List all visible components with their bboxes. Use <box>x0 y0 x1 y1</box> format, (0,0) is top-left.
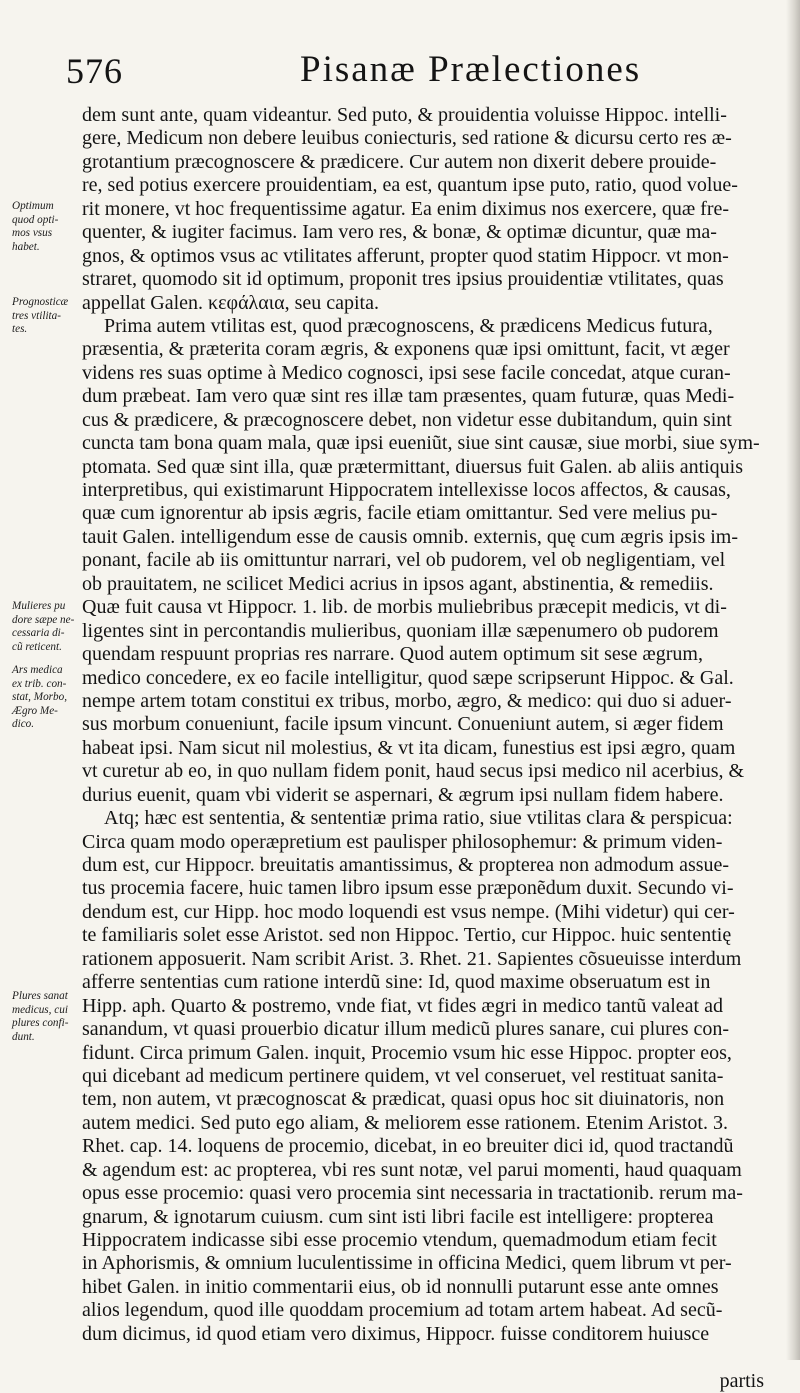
text-line: videns res suas optime à Medico cognosci, ipsi sese facile concedat, atque curan- <box>82 361 731 384</box>
text-line: quendam respuunt proprias res narrare. Quod autem optimum sit sese ægrum, <box>82 643 703 666</box>
text-line: præsentia, & præterita coram ægris, & exponens quæ ipsi omittunt, facit, vt æger <box>82 338 730 361</box>
text-line: straret, quomodo sit id optimum, proponit tres ipsius prouidentiæ vtilitates, quas <box>82 268 724 291</box>
text-line: nempe artem totam constitui ex tribus, morbo, ægro, & medico: qui duo si aduer- <box>82 689 732 712</box>
margin-note-line: dico. <box>12 718 35 731</box>
margin-note-line: dunt. <box>12 1030 35 1043</box>
text-line: alios legendum, quod ille quoddam procemium ad totam artem habeat. Ad secũ- <box>82 1299 723 1322</box>
page-edge-shadow <box>786 0 800 1360</box>
margin-note-line: Prognosticæ <box>12 296 69 308</box>
text-line: ptomata. Sed quæ sint illa, quæ prætermittant, diuersus fuit Galen. ab aliis antiquis <box>82 455 744 478</box>
text-line: ponant, facile ab iis omittuntur narrari, vel ob pudorem, vel ob negligentiam, vel <box>82 549 726 572</box>
text-line: interpretibus, qui existimarunt Hippocratem intellexisse locos affectos, & causas, <box>82 479 731 501</box>
body-text <box>82 104 772 1393</box>
text-line: medico concedere, ex eo facile intelligitur, quod sæpe scripserunt Hippoc. & Gal. <box>82 666 734 689</box>
text-line: tauit Galen. intelligendum esse de causis omnib. externis, quę cum ægris ipsis im- <box>82 525 738 548</box>
text-line: tus procemia facere, huic tamen libro ipsum esse præponẽdum duxit. Secundo vi- <box>82 877 734 900</box>
text-line: rit monere, vt hoc frequentissime agatur. Ea enim diximus nos exercere, quæ fre- <box>82 197 730 220</box>
text-line: autem medici. Sed puto ego aliam, & meliorem esse rationem. Etenim Aristot. 3. <box>82 1111 728 1134</box>
margin-note-line: habet. <box>12 240 40 253</box>
text-line: ligentes sint in percontandis mulieribus, quoniam illæ sæpenumero ob pudorem <box>82 619 719 642</box>
text-line: te familiaris solet esse Aristot. sed non Hippoc. Tertio, cur Hippoc. huic sententię <box>82 924 732 947</box>
text-line: opus esse procemio: quasi vero procemia sint necessaria in tractationib. rerum ma- <box>82 1182 743 1205</box>
text-line: habeat ipsi. Nam sicut nil molestius, & vt ita dicam, funestius est ipsi ægro, quam <box>82 736 736 759</box>
text-line: re, sed potius exercere prouidentiam, ea est, quantum ipse puto, ratio, quod volue- <box>82 174 738 197</box>
catchword: partis <box>719 1369 764 1392</box>
text-line: dendum est, cur Hipp. hoc modo loquendi est vsus nempe. (Mihi videtur) qui cer- <box>82 900 735 923</box>
text-line: in Aphorismis, & omnium luculentissime in officina Medici, quem librum vt per- <box>82 1252 732 1275</box>
margin-note-line: Mulieres pu <box>12 600 66 612</box>
margin-note-line: Ægro Me- <box>12 704 58 717</box>
text-line: cus & prædicere, & præcognoscere debet, non videtur esse dubitandum, quin sint <box>82 408 732 431</box>
margin-note-line: cessaria di- <box>12 627 65 640</box>
text-line: dum est, cur Hippocr. breuitatis amantissimus, & propterea non admodum assue- <box>82 854 730 876</box>
text-line: sus morbum conueniunt, facile ipsum vincunt. Conueniunt autem, si æger fidem <box>82 713 724 736</box>
text-line: Hipp. aph. Quarto & postremo, vnde fiat, vt fides ægri in medico tantũ valeat ad <box>82 994 723 1017</box>
text-line: quæ cum ignorentur ab ipsis ægris, facile etiam omittantur. Sed vere melius pu- <box>82 502 718 525</box>
text-line: & agendum est: ac propterea, vbi res sunt notæ, vel parui momenti, haud quaquam <box>82 1158 742 1181</box>
margin-note-line: quod opti- <box>12 213 59 226</box>
text-line: dum præbeat. Iam vero quæ sint res illæ tam præsentes, quam futuræ, quas Medi- <box>82 385 735 408</box>
text-line: hibet Galen. in initio commentarii eius, ob id nonnulli putarunt esse ante omnes <box>82 1275 719 1298</box>
margin-note-line: Ars medica <box>12 664 63 676</box>
text-line: vt curetur ab eo, in quo nullam fidem ponit, haud secus ipsi medico nil acerbius, & <box>82 760 745 783</box>
text-line: Quæ fuit causa vt Hippocr. 1. lib. de morbis muliebribus præcepit medicis, vt di- <box>82 596 727 619</box>
margin-note-line: medicus, cui <box>12 1003 68 1016</box>
text-line: gnos, & optimos vsus ac vtilitates afferunt, propter quod statim Hippocr. vt mon- <box>82 244 729 267</box>
text-line: grotantium præcognoscere & prædicere. Cur autem non dixerit debere prouide- <box>82 150 717 173</box>
page-number: 576 <box>66 51 123 91</box>
text-line: durius euenit, quam vbi viderit se aspernari, & ægrum ipsi nullam fidem habere. <box>82 783 724 806</box>
text-line: gnarum, & ignotarum cuiusm. cum sint isti libri facile est intelligere: propterea <box>82 1205 714 1228</box>
text-line: afferre sententias cum ratione interdũ sine: Id, quod maxime obseruatum est in <box>82 971 711 994</box>
text-line <box>82 1346 772 1369</box>
text-line: fidunt. Circa primum Galen. inquit, Procemio vsum hic esse Hippoc. propter eos, <box>82 1041 732 1064</box>
text-line: Prima autem vtilitas est, quod præcognoscens, & prædicens Medicus futura, <box>104 314 713 337</box>
text-line: Atq; hæc est sententia, & sententiæ prima ratio, siue vtilitas clara & perspicua: <box>104 807 733 830</box>
margin-note-line: tes. <box>12 323 28 336</box>
text-line: sanandum, vt quasi prouerbio dicatur illum medicũ plures sanare, cui plures con- <box>82 1018 730 1041</box>
margin-note-line: stat, Morbo, <box>12 691 68 704</box>
text-line: cuncta tam bona quam mala, quæ ipsi eueniũt, siue sint causæ, siue morbi, siue sym- <box>82 432 760 455</box>
text-line: dum dicimus, id quod etiam vero diximus, Hippocr. fuisse conditorem huiusce <box>82 1322 710 1345</box>
text-line: dem sunt ante, quam videantur. Sed puto, & prouidentia voluisse Hippoc. intelli- <box>82 104 727 126</box>
text-line: ob prauitatem, ne scilicet Medici acrius in ipsos agant, abstinentia, & remediis. <box>82 572 714 595</box>
margin-note-line: cũ reticent. <box>12 640 62 653</box>
text-line: Circa quam modo operæpretium est paulisper philosophemur: & primum viden- <box>82 830 723 853</box>
text-line: rationem apposuerit. Nam scribit Arist. 3. Rhet. 21. Sapientes cõsueuisse interdum <box>82 947 742 970</box>
text-line: appellat Galen. κεφάλαια, seu capita. <box>82 291 379 314</box>
margin-note-line: plures confi- <box>12 1017 69 1030</box>
text-line: Hippocratem indicasse sibi esse procemio vtendum, quemadmodum etiam fecit <box>82 1229 717 1251</box>
margin-note-line: dore sæpe ne- <box>12 613 75 626</box>
margin-note-line: tres vtilita- <box>12 309 61 322</box>
text-line: gere, Medicum non debere leuibus coniecturis, sed ratione & dicursu certo res æ- <box>82 127 732 150</box>
margin-note-line: mos vsus <box>12 227 53 240</box>
margin-note-line: Optimum <box>12 200 54 212</box>
text-line: quenter, & iugiter facimus. Iam vero res, & bonæ, & optimæ dicuntur, quæ ma- <box>82 221 717 244</box>
margin-note-line: ex trib. con- <box>12 677 67 690</box>
running-head: Pisanæ Prælectiones <box>300 49 642 90</box>
text-line: tem, non autem, vt præcognoscat & prædicat, quasi opus hoc sit diuinatoris, non <box>82 1088 725 1111</box>
text-line: qui dicebant ad medicum pertinere quidem, vt vel conseruet, vel restituat sanita- <box>82 1064 724 1087</box>
margin-note-line: Plures sanat <box>12 990 68 1002</box>
text-line: Rhet. cap. 14. loquens de procemio, dicebat, in eo breuiter dici id, quod tractandũ <box>82 1135 734 1158</box>
